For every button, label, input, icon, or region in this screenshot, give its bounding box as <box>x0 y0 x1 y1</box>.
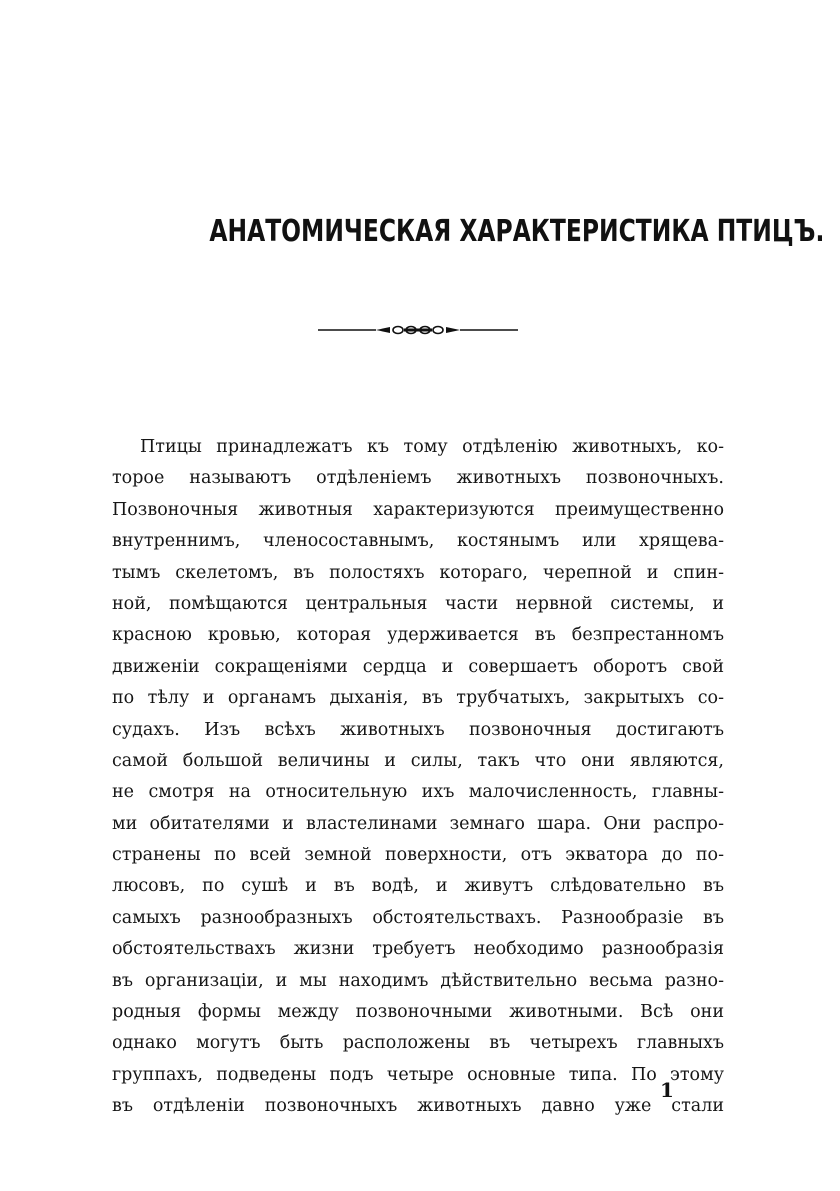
text-line: движеніи сокращеніями сердца и совершаетъ оборотъ свой <box>112 656 724 677</box>
text-line: внутреннимъ, членосоставнымъ, костянымъ или хрящева- <box>112 531 724 552</box>
text-line: обстоятельствахъ жизни требуетъ необходимо разнообразія <box>112 939 724 960</box>
text-line: группахъ, подведены подъ четыре основные типа. По этому <box>112 1064 724 1085</box>
text-line: люсовъ, по сушѣ и въ водѣ, и живутъ слѣдовательно въ <box>112 876 724 897</box>
text-line: странены по всей земной поверхности, отъ экватора до по- <box>112 845 724 866</box>
text-line: торое называютъ отдѣленіемъ животныхъ позвоночныхъ. <box>112 468 724 489</box>
text-line: родныя формы между позвоночными животными. Всѣ они <box>112 1002 724 1023</box>
text-line: Птицы принадлежатъ къ тому отдѣленію животныхъ, ко- <box>140 437 724 457</box>
text-line: самой большой величины и силы, такъ что они являются, <box>112 750 724 771</box>
page-number: 1 <box>660 1078 674 1102</box>
text-line: однако могутъ быть расположены въ четырехъ главныхъ <box>112 1033 724 1054</box>
text-line: по тѣлу и органамъ дыханія, въ трубчатыхъ, закрытыхъ со- <box>112 688 724 709</box>
text-line: въ отдѣленіи позвоночныхъ животныхъ давно уже стали <box>112 1096 724 1117</box>
chapter-title: АНАТОМИЧЕСКАЯ ХАРАКТЕРИСТИКА ПТИЦЪ. <box>209 214 825 249</box>
text-line: красною кровью, которая удерживается въ безпрестанномъ <box>112 625 724 646</box>
text-line: въ организаціи, и мы находимъ дѣйствительно весьма разно- <box>112 970 724 991</box>
text-line: не смотря на относительную ихъ малочисленность, главны- <box>112 782 724 803</box>
text-line: тымъ скелетомъ, въ полостяхъ котораго, черепной и спин- <box>112 562 724 583</box>
body-paragraph <box>112 432 724 1123</box>
text-line: Позвоночныя животныя характеризуются преимущественно <box>112 499 724 520</box>
text-line: ми обитателями и властелинами земнаго шара. Они распро- <box>112 813 724 834</box>
text-line: судахъ. Изъ всѣхъ животныхъ позвоночныя достигаютъ <box>112 719 724 740</box>
text-line: самыхъ разнообразныхъ обстоятельствахъ. Разнообразіе въ <box>112 907 724 928</box>
text-line: ной, помѣщаются центральныя части нервной системы, и <box>112 593 724 614</box>
decorative-rule-icon <box>318 322 518 338</box>
